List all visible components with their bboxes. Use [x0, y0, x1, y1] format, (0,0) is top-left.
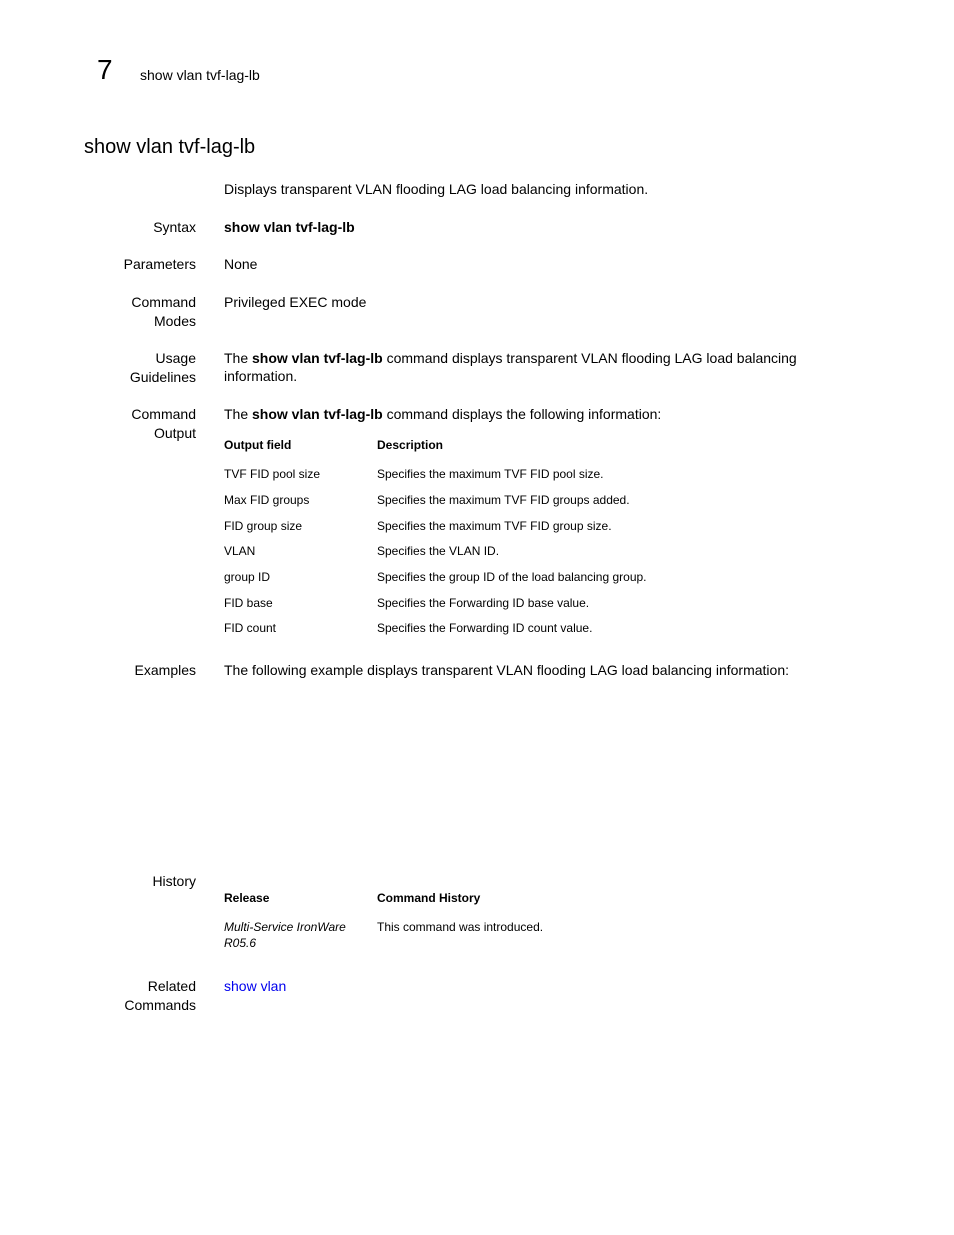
output-command: show vlan tvf-lag-lb: [252, 406, 383, 422]
table-row-description: Specifies the Forwarding ID base value.: [377, 596, 590, 610]
table-row-field: TVF FID pool size: [224, 467, 321, 481]
table-row-field: Max FID groups: [224, 493, 310, 507]
related-command-link[interactable]: show vlan: [224, 978, 287, 994]
description: Displays transparent VLAN flooding LAG load balancing information.: [224, 181, 649, 197]
output-pre: The: [224, 406, 253, 422]
table-row-field: FID base: [224, 596, 273, 610]
related-label: [124, 977, 196, 1015]
parameters-label: Parameters: [123, 256, 196, 272]
related-label-line1: Related: [147, 978, 196, 994]
parameters-text: None: [224, 256, 258, 272]
usage-text: [224, 349, 797, 385]
modes-label-line1: Command: [131, 294, 196, 310]
table-row-description: Specifies the group ID of the load balancing group.: [377, 570, 647, 584]
history-release-line2: R05.6: [224, 936, 257, 950]
output-label-line2: Output: [153, 425, 196, 441]
history-table-header-release: Release: [224, 891, 270, 905]
page-title: show vlan tvf-lag-lb: [84, 136, 256, 158]
usage-label-line2: Guidelines: [129, 369, 196, 385]
output-intro: [224, 405, 661, 423]
usage-label: [130, 349, 196, 387]
output-table-header-description: Description: [377, 438, 444, 452]
table-row-description: Specifies the VLAN ID.: [377, 544, 500, 558]
output-label: [131, 405, 196, 443]
table-row-field: VLAN: [224, 544, 256, 558]
table-row-description: Specifies the maximum TVF FID pool size.: [377, 467, 604, 481]
table-row-description: Specifies the Forwarding ID count value.: [377, 621, 593, 635]
output-table-header-field: Output field: [224, 438, 292, 452]
related-label-line2: Commands: [124, 997, 196, 1013]
history-table-header-command-history: Command History: [377, 891, 481, 905]
usage-line1: [224, 349, 797, 367]
table-row-field: FID group size: [224, 519, 303, 533]
usage-line2: information.: [224, 368, 298, 384]
usage-command: show vlan tvf-lag-lb: [252, 350, 383, 366]
modes-label: [131, 293, 196, 331]
table-row-description: Specifies the maximum TVF FID group size.: [377, 519, 612, 533]
syntax-label: Syntax: [153, 219, 196, 235]
output-post: command displays the following information:: [382, 406, 662, 422]
modes-label-line2: Modes: [153, 313, 196, 329]
examples-label: Examples: [134, 662, 196, 678]
history-release-line1: Multi-Service IronWare: [224, 920, 346, 934]
history-release: [224, 919, 346, 951]
usage-post: command displays transparent VLAN flooding LAG load balancing: [382, 350, 797, 366]
modes-text: Privileged EXEC mode: [224, 294, 367, 310]
examples-text: The following example displays transparent VLAN flooding LAG load balancing information:: [224, 662, 789, 678]
syntax-text: show vlan tvf-lag-lb: [224, 219, 355, 235]
table-row-field: group ID: [224, 570, 271, 584]
history-label: History: [152, 873, 196, 889]
table-row-field: FID count: [224, 621, 277, 635]
usage-pre: The: [224, 350, 253, 366]
output-label-line1: Command: [131, 406, 196, 422]
chapter-number: 7: [97, 54, 113, 85]
table-row-description: Specifies the maximum TVF FID groups added.: [377, 493, 630, 507]
running-head: show vlan tvf-lag-lb: [140, 67, 260, 83]
usage-label-line1: Usage: [155, 350, 196, 366]
history-note: This command was introduced.: [377, 920, 544, 934]
